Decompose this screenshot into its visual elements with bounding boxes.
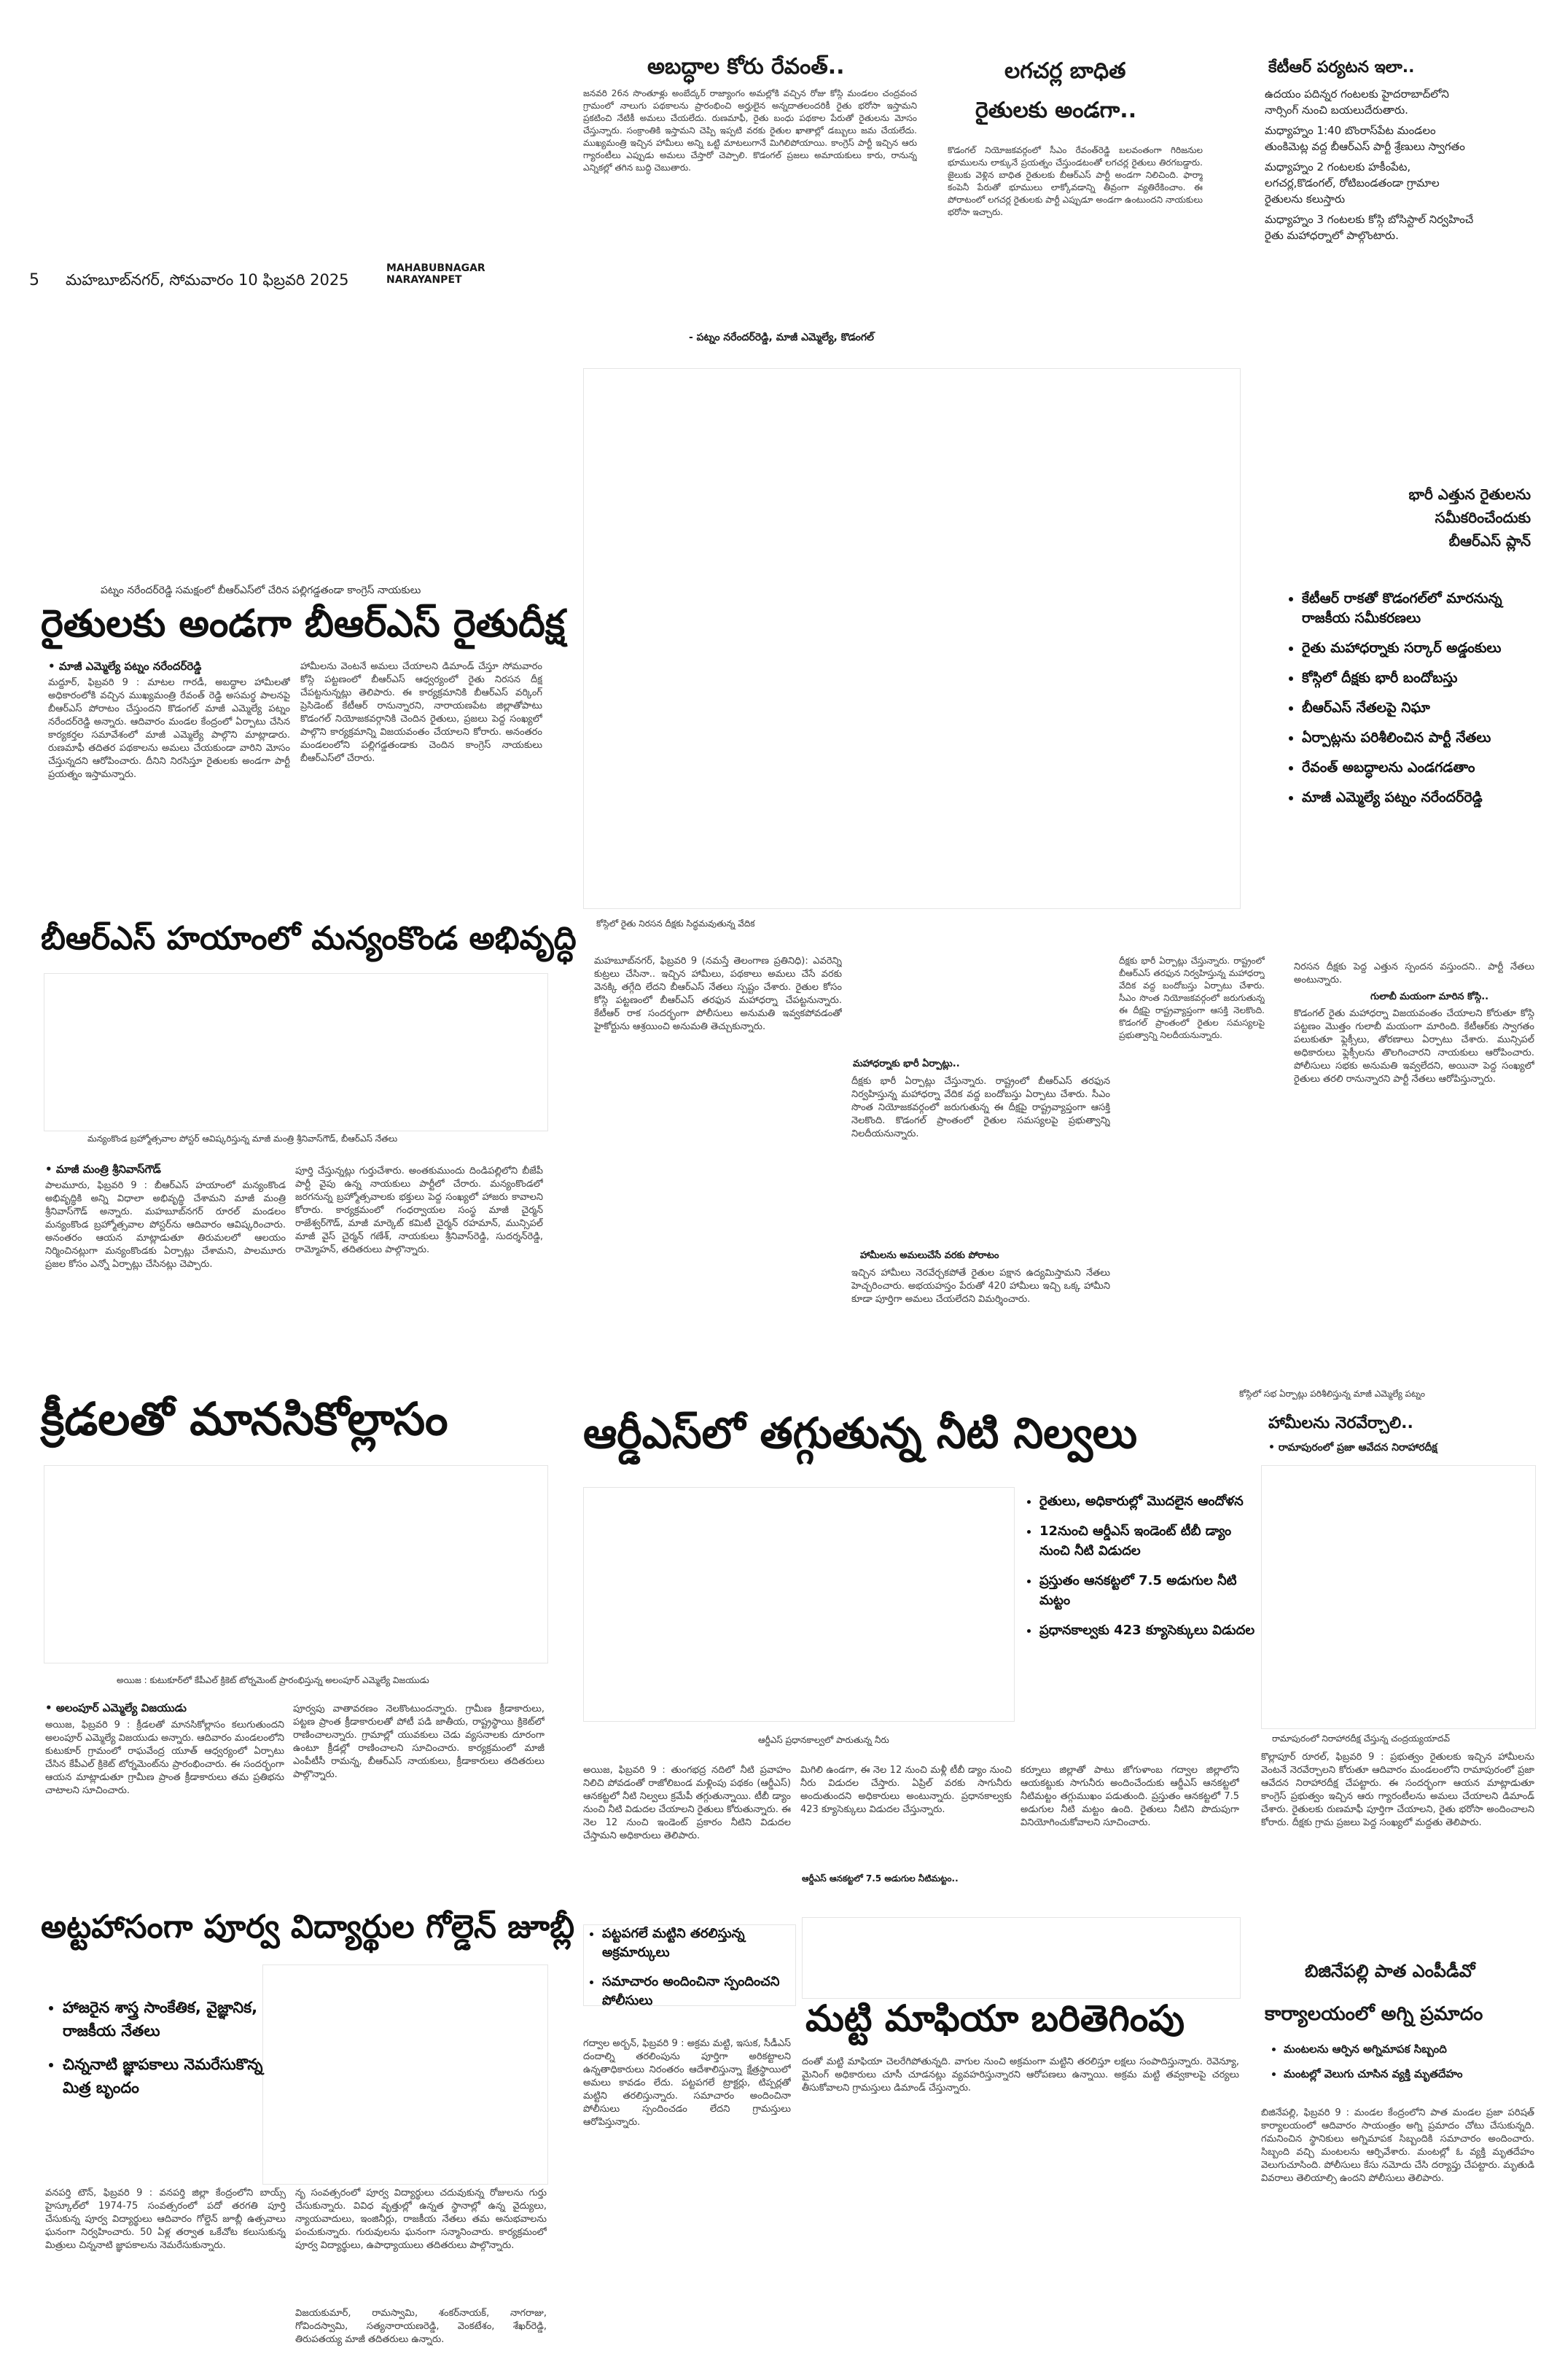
sports-headline: క్రీడలతో మానసికోల్లాసం bbox=[41, 1392, 448, 1445]
mahadharna-body-2: దీక్షకు భారీ ఏర్పాట్లు చేస్తున్నారు. రాష్ట్రంలో బీఆర్ఎస్ తరఫున నిర్వహిస్తున్న మహాధర్నా వేదిక వద్ద బందోబస్తు ఏర్పాటు చేశారు. సీఎం సొంత నియోజకవర్గంలో జరుగుతున్న ఈ దీక్షపై రాష్ట్రవ్యాప్తంగా ఆసక్తి నెలకొంది. కొడంగల్ ప్రాంతంలో రైతుల సమస్యలపై ప్రభుత్వాన్ని నిలదీయనున్నారు. bbox=[851, 1076, 1110, 1139]
sports-byline: • అలంపూర్ ఎమ్మెల్యే విజయుడు bbox=[45, 1701, 187, 1714]
mahadharna-body-continued: దీక్షకు భారీ ఏర్పాట్లు చేస్తున్నారు. రాష్ట్రంలో బీఆర్ఎస్ తరఫున నిర్వహిస్తున్న మహాధర్నా వేదిక వద్ద బందోబస్తు ఏర్పాటు చేశారు. సీఎం సొంత నియోజకవర్గంలో జరుగుతున్న ఈ దీక్షపై రాష్ట్రవ్యాప్తంగా ఆసక్తి నెలకొంది. కొడంగల్ ప్రాంతంలో రైతుల సమస్యలపై ప్రభుత్వాన్ని నిలదీయనున్నారు. bbox=[1119, 956, 1265, 1040]
plan-item: • రేవంత్ అబద్ధాలను ఎండగడతాం bbox=[1302, 758, 1550, 778]
rds-headline: ఆర్డీఎస్‌లో తగ్గుతున్న నీటి నిల్వలు bbox=[583, 1408, 1138, 1458]
nirahara-headline: హామీలను నెరవేర్చాలి.. bbox=[1268, 1414, 1413, 1432]
reunion-bullet: • చిన్ననాటి జ్ఞాపకాలు నెమరేసుకొన్న మిత్ర బృందం bbox=[63, 2053, 274, 2099]
manyamkonda-body-1: పాలమూరు, ఫిబ్రవరి 9 : బీఆర్ఎస్ హయాంలో మన్యంకొండ అభివృద్ధికి అన్ని విధాలా అభివృద్ధి చేశామని మాజీ మంత్రి శ్రీనివాస్‌గౌడ్ అన్నారు. మహబూబ్‌నగర్ రూరల్ మండలం మన్యంకొండ బ్రహ్మోత్సవాల పోస్టర్‌ను ఆదివారం ఆవిష్కరించారు. అనంతరం ఆయన మాట్లాడుతూ తిరుమలలో ఆలయం నిర్మించినట్లుగా మన్యంకొండకు ఏర్పాట్లు చేశామని, పాలమూరు ప్రజల కోసం ఎన్నో ఏర్పాట్లు చేసినట్లు చెప్పారు. bbox=[45, 1180, 286, 1270]
plan-item: • ఏర్పాట్లను పరిశీలించిన పార్టీ నేతలు bbox=[1302, 728, 1550, 748]
reunion-headline: అట్టహాసంగా పూర్వ విద్యార్థుల గోల్డెన్ జూబ్లీ bbox=[41, 1908, 575, 1946]
manyamkonda-byline: • మాజీ మంత్రి శ్రీనివాస్‌గౌడ్ bbox=[45, 1163, 161, 1176]
mafia-photo bbox=[802, 1917, 1241, 1999]
tour-item: ఉదయం పదిన్నర గంటలకు హైదరాబాద్‌లోని నార్సింగ్ నుంచి బయలుదేరుతారు. bbox=[1265, 87, 1449, 117]
sidebar-plan-intro: భారీ ఎత్తున రైతులను సమీకరించేందుకు బీఆర్ఎస్ ప్లాన్ bbox=[1408, 485, 1531, 550]
plan-item: • కోస్గిలో దీక్షకు భారీ బందోబస్తు bbox=[1302, 668, 1550, 688]
rds-subhead: ఆర్డీఎస్ ఆనకట్టలో 7.5 అడుగుల నీటిమట్టం.. bbox=[802, 1873, 959, 1884]
plan-item: • కేటీఆర్ రాకతో కొడంగల్‌లో మారనున్న రాజకీయ సమీకరణలు bbox=[1302, 589, 1550, 628]
nirahara-byline: • రామాపురంలో ప్రజా ఆవేదన నిరాహారదీక్ష bbox=[1268, 1442, 1437, 1454]
mahadharna-photo bbox=[583, 368, 1241, 909]
bullet-icon: • bbox=[45, 1163, 56, 1176]
fire-body: బిజినేపల్లి, ఫిబ్రవరి 9 : మండల కేంద్రంలోని పాత మండల ప్రజా పరిషత్ కార్యాలయంలో ఆదివారం సాయంత్రం అగ్ని ప్రమాదం చోటు చేసుకున్నది. గమనించిన స్థానికులు అగ్నిమాపక సిబ్బందికి సమాచారం అందించారు. సిబ్బంది వచ్చి మంటలను ఆర్పివేశారు. మంటల్లో ఓ వ్యక్తి మృతదేహం వెలుగుచూసింది. పోలీసులు కేసు నమోదు చేసి దర్యాప్తు చేపట్టారు. మృతుడి వివరాలు తెలియాల్సి ఉందని పోలీసులు తెలిపారు. bbox=[1261, 2107, 1534, 2184]
manyamkonda-photo bbox=[44, 973, 548, 1131]
fire-headline-1: బిజినేపల్లి పాత ఎంపీడీవో bbox=[1305, 1961, 1475, 1981]
reunion-bullets bbox=[44, 1996, 274, 2110]
top-story-1-body: జనవరి 26న సొంతూళ్లు అంబేద్కర్ రాజ్యాంగం అమల్లోకి వచ్చిన రోజు కోస్గి మండలం చంద్రవంచ గ్రామంలో నాలుగు పథకాలను ప్రారంభించి అర్హులైన అన్నదాతలందరికీ రైతు భరోసా ఇస్తామని ప్రకటించి నేటికీ అమలు చేయలేదు. రుణమాఫీ, రైతు బంధు పథకాల పేరుతో రైతులను మోసం చేస్తున్నారు. సంక్రాంతికి ఇస్తామని చెప్పి ఇప్పటి వరకు రైతుల ఖాతాల్లో డబ్బులు జమ చేయలేదు. ముఖ్యమంత్రి ఇచ్చిన హామీలు అన్ని ఒట్టి మాటలుగానే మిగిలిపోయాయి. కాంగ్రెస్ పార్టీ ఇచ్చిన ఆరు గ్యారంటీలు ఎప్పుడు అమలు చేస్తారో చెప్పాలి. కొడంగల్ ప్రజలు అమాయకులు కారు, రానున్న ఎన్నికల్లో తగిన బుద్ధి చెబుతారు. bbox=[583, 88, 917, 173]
rds-body-2: మిగిలి ఉండగా, ఈ నెల 12 నుంచి మళ్లీ టీబీ డ్యాం నుంచి నీరు విడుదల చేస్తారు. ఏప్రిల్ వరకు సాగునీరు అందుతుందని అధికారులు అంటున్నారు. ప్రధానకాల్వకు 423 క్యూసెక్కులు విడుదల చేస్తున్నారు. bbox=[800, 1765, 1012, 1815]
sports-body-1: అయిజ, ఫిబ్రవరి 9 : క్రీడలతో మానసికోల్లాసం కలుగుతుందని అలంపూర్ ఎమ్మెల్యే విజయుడు అన్నారు. ఆదివారం మండలంలోని కుటుకూర్ గ్రామంలో రాఘవేంద్ర యూత్ ఆధ్వర్యంలో ఏర్పాటు చేసిన కేపీఎల్ క్రికెట్ టోర్నమెంట్‌ను ప్రారంభించారు. ఈ సందర్భంగా ఆయన మాట్లాడుతూ గ్రామీణ ప్రాంత క్రీడాకారులు తమ ప్రతిభను చాటాలని సూచించారు. bbox=[45, 1720, 284, 1796]
mafia-body-1: గద్వాల అర్బన్, ఫిబ్రవరి 9 : అక్రమ మట్టి, ఇసుక, సీడీఎస్ దందాల్ని తరలింపును పూర్తిగా అరికట్టాలని ఉన్నతాధికారులు నిరంతరం ఆదేశాలిస్తున్నా క్షేత్రస్థాయిలో అమలు కావడం లేదు. పట్టపగలే ట్రాక్టర్లు, టిప్పర్లతో మట్టిని తరలిస్తున్నారు. సమాచారం అందించినా పోలీసులు స్పందించడం లేదని గ్రామస్తులు ఆరోపిస్తున్నారు. bbox=[583, 2038, 791, 2128]
mahadharna-caption: కోస్గిలో రైతు నిరసన దీక్షకు సిద్ధమవుతున్న వేదిక bbox=[596, 918, 755, 929]
top-story-2-headline-1: లగచర్ల బాధిత bbox=[1004, 58, 1126, 84]
mafia-headline: మట్టి మాఫియా బరితెగింపు bbox=[805, 1997, 1185, 2040]
sidebar-tour-headline: కేటీఆర్ పర్యటన ఇలా.. bbox=[1268, 58, 1415, 77]
nirahara-photo bbox=[1261, 1465, 1536, 1729]
sidebar-plan-subhead: గులాబీ మయంగా మారిన కోస్గి.. bbox=[1370, 991, 1489, 1002]
manyamkonda-headline: బీఆర్ఎస్ హయాంలో మన్యంకొండ అభివృద్ధి bbox=[41, 920, 577, 957]
main-story-headline: రైతులకు అండగా బీఆర్ఎస్ రైతుదీక్ష bbox=[41, 602, 565, 646]
rds-bullet: • ప్రధానకాల్వకు 423 క్యూసెక్కులు విడుదల bbox=[1039, 1620, 1265, 1640]
tour-item: మధ్యాహ్నం 3 గంటలకు కోస్గి బోసిస్టాల్ నిర్వహించే రైతు మహాధర్నాలో పాల్గొంటారు. bbox=[1265, 213, 1474, 242]
sports-body-2: పూర్వపు వాతావరణం నెలకొంటుందన్నారు. గ్రామీణ క్రీడాకారులు, పట్టణ ప్రాంత క్రీడాకారులతో పోటీ పడి జాతీయ, రాష్ట్రస్థాయి క్రికెట్‌లో రాణించాలన్నారు. గ్రామాల్లో యువకులు చెడు వ్యసనాలకు దూరంగా ఉంటూ క్రీడల్లో రాణించాలని సూచించారు. కార్యక్రమంలో మాజీ ఎంపీటీసీ రామన్న, బీఆర్ఎస్ నాయకులు, క్రీడాకారులు తదితరులు పాల్గొన్నారు. bbox=[293, 1704, 545, 1780]
plan-item: • మాజీ ఎమ్మెల్యే పట్నం నరేందర్‌రెడ్డి bbox=[1302, 788, 1550, 808]
dateline: మహబూబ్‌నగర్, సోమవారం 10 ఫిబ్రవరి 2025 bbox=[66, 271, 349, 289]
mafia-bullet: • పట్టపగలే మట్టిని తరలిస్తున్న అక్రమార్కులు bbox=[602, 1924, 813, 1962]
fire-bullets bbox=[1265, 2041, 1553, 2082]
sidebar-plan-subbody: కొడంగల్ రైతు మహాధర్నా విజయవంతం చేయాలని కోరుతూ కోస్గి పట్టణం మొత్తం గులాబీ మయంగా మారింది. కేటీఆర్‌కు స్వాగతం పలుకుతూ ఫ్లెక్సీలు, తోరణాలు ఏర్పాటు చేశారు. మున్సిపల్ అధికారులు ఫ్లెక్సీలను తొలగించారని నాయకులు ఆరోపించారు. పోలీసులు సభకు అనుమతి ఇవ్వలేదని, అయినా పెద్ద సంఖ్యలో రైతులు తరలి రానున్నారని పార్టీ నేతలు ఆరోపిస్తున్నారు. bbox=[1294, 1008, 1534, 1085]
sports-photo bbox=[44, 1465, 548, 1663]
fire-bullet: • మంటలను ఆర్పిన అగ్నిమాపక సిబ్బంది bbox=[1284, 2041, 1553, 2057]
bullet-icon: • bbox=[45, 1701, 56, 1714]
top-story-2-headline-2: రైతులకు అండగా.. bbox=[975, 98, 1137, 123]
reunion-body-3: విజయకుమార్, రామస్వామి, శంకర్‌నాయక్, నాగరాజు, గోవిందస్వామి, సత్యనారాయణరెడ్డి, వెంకటేశం, శేఖర్‌రెడ్డి, తిరుపతయ్య మాజీ తదితరులు ఉన్నారు. bbox=[295, 2308, 547, 2345]
rds-body-3: కర్నూలు జిల్లాతో పాటు జోగుళాంబ గద్వాల జిల్లాలోని ఆయకట్టుకు సాగునీరు అందించేందుకు ఆర్డీఎస్ ఆనకట్టలో నీటిమట్టం తగ్గుముఖం పడుతుంది. ప్రస్తుతం ఆనకట్టలో 7.5 అడుగుల నీటి మట్టం ఉంది. రైతులు నీటిని పొదుపుగా వినియోగించుకోవాలని సూచించారు. bbox=[1021, 1765, 1239, 1828]
bullet-icon: • bbox=[1268, 1442, 1279, 1454]
nirahara-body: కొల్లాపూర్ రూరల్, ఫిబ్రవరి 9 : ప్రభుత్వం రైతులకు ఇచ్చిన హామీలను వెంటనే నెరవేర్చాలని కోరుతూ ఆదివారం మండలంలోని రామాపురంలో ప్రజా ఆవేదన నిరాహారదీక్ష చేపట్టారు. ఈ సందర్భంగా ఆయన మాట్లాడుతూ కాంగ్రెస్ ప్రభుత్వం ఇచ్చిన ఆరు గ్యారంటీలను అమలు చేయాలని డిమాండ్ చేశారు. రైతులకు రుణమాఫీ పూర్తిగా చేయాలని, రైతు భరోసా అందించాలని కోరారు. దీక్షకు గ్రామ ప్రజలు పెద్ద సంఖ్యలో మద్దతు తెలిపారు. bbox=[1261, 1752, 1534, 1828]
manyamkonda-body-2: పూర్తి చేస్తున్నట్లు గుర్తుచేశారు. అంతకుముందు దిండిపల్లిలోని బీజేపీ పార్టీ వైపు ఉన్న నాయకులు పార్టీలో చేరారు. మన్యంకొండలో జరగనున్న బ్రహ్మోత్సవాలకు భక్తులు పెద్ద సంఖ్యలో హాజరు కావాలని కోరారు. కార్యక్రమంలో గంధర్వాయల సంస్థ మాజీ చైర్మన్ రాజేశ్వర్‌గౌడ్, మాజీ మార్కెట్ కమిటీ చైర్మన్ రహమాన్, మున్సిపల్ మాజీ వైస్ చైర్మన్ గణేశ్, నాయకులు శ్రీనివాస్‌రెడ్డి, సుదర్శన్‌రెడ్డి, రామ్మోహన్, తదితరులు పాల్గొన్నారు. bbox=[295, 1166, 543, 1255]
rds-body-1: అయిజ, ఫిబ్రవరి 9 : తుంగభద్ర నదిలో నీటి ప్రవాహం నిలిచి పోవడంతో రాజోలిబండ మళ్లింపు పథకం (ఆర్డీఎస్) ఆనకట్టలో నీటి నిల్వలు క్రమేపీ తగ్గుతున్నాయి. టీబీ డ్యాం నుంచి నీటి విడుదల చేయాలని రైతులు కోరుతున్నారు. ఈ నెల 12 నుంచి ఇండెంట్ ప్రకారం నీటిని విడుదల చేస్తామని అధికారులు తెలిపారు. bbox=[583, 1765, 791, 1841]
sports-caption: అయిజ : కుటుకూర్‌లో కేపీఎల్ క్రికెట్ టోర్నమెంట్ ప్రారంభిస్తున్న అలంపూర్ ఎమ్మెల్యే విజయుడు bbox=[117, 1675, 429, 1685]
rds-bullets bbox=[1021, 1491, 1265, 1650]
top-story-1-headline: అబద్ధాల కోరు రేవంత్.. bbox=[647, 54, 845, 79]
nirahara-caption: కోస్గిలో సభ ఏర్పాట్లు పరిశీలిస్తున్న మాజీ ఎమ్మెల్యే పట్నం bbox=[1239, 1389, 1425, 1399]
rds-bullet: • 12నుంచి ఆర్డీఎస్ ఇండెంట్ టీబీ డ్యాం నుంచి నీటి విడుదల bbox=[1039, 1521, 1265, 1561]
mahadharna-subhead-1: మహాధర్నాకు భారీ ఏర్పాట్లు.. bbox=[853, 1058, 960, 1069]
fire-bullet: • మంటల్లో వెలుగు చూసిన వ్యక్తి మృతదేహం bbox=[1284, 2066, 1553, 2082]
tour-item: మధ్యాహ్నం 2 గంటలకు హకీంపేట, లగచర్ల,కొడంగల్, రోటిబండతండా గ్రామాల రైతులను కలుస్తారు bbox=[1265, 160, 1440, 206]
manyamkonda-caption: మన్యంకొండ బ్రహ్మోత్సవాల పోస్టర్ ఆవిష్కరిస్తున్న మాజీ మంత్రి శ్రీనివాస్‌గౌడ్, బీఆర్ఎస్ నేతలు bbox=[87, 1134, 398, 1144]
reunion-body-2: నృ సంవత్సరంలో పూర్వ విద్యార్థులు చదువుకున్న రోజులను గుర్తు చేసుకున్నారు. వివిధ వృత్తుల్లో ఉన్నత స్థానాల్లో ఉన్న వైద్యులు, న్యాయవాదులు, ఇంజినీర్లు, రాజకీయ నేతలు తమ అనుభవాలను పంచుకున్నారు. గురువులను ఘనంగా సన్మానించారు. కార్యక్రమంలో పూర్వ విద్యార్థులు, ఉపాధ్యాయులు తదితరులు పాల్గొన్నారు. bbox=[295, 2188, 547, 2251]
sidebar-tour-list bbox=[1265, 86, 1476, 243]
page-number: 5 bbox=[29, 271, 39, 289]
rds-bullet: • ప్రస్తుతం ఆనకట్టలో 7.5 అడుగుల నీటి మట్టం bbox=[1039, 1571, 1265, 1610]
sidebar-plan-continued: నిరసన దీక్షకు పెద్ద ఎత్తున స్పందన వస్తుందని.. పార్టీ నేతలు అంటున్నారు. bbox=[1294, 961, 1534, 986]
main-story-kicker: పట్నం నరేందర్‌రెడ్డి సమక్షంలో బీఆర్ఎస్‌లో చేరిన పల్లిగడ్డతండా కాంగ్రెస్ నాయకులు bbox=[101, 585, 421, 596]
top-story-2-body: కొడంగల్ నియోజకవర్గంలో సీఎం రేవంత్‌రెడ్డి బలవంతంగా గిరిజనుల భూములను లాక్కునే ప్రయత్నం చేస్తుండటంతో లగచర్ల రైతులు తిరగబడ్డారు. జైలుకు వెళ్లిన బాధిత రైతులకు బీఆర్ఎస్ పార్టీ అండగా నిలిచింది. ఫార్మా కంపెనీ పేరుతో భూములు లాక్కోవడాన్ని తీవ్రంగా వ్యతిరేకించాం. ఈ పోరాటంలో లగచర్ల రైతులకు పార్టీ ఎప్పుడూ అండగా ఉంటుందని నాయకులు భరోసా ఇచ్చారు. bbox=[948, 145, 1203, 217]
mahadharna-body-1: మహబూబ్‌నగర్, ఫిబ్రవరి 9 (నమస్తే తెలంగాణ ప్రతినిధి): ఎవరెన్ని కుట్రలు చేసినా.. ఇచ్చిన హామీలు, పథకాలు అమలు చేసే వరకు వెనక్కి తగ్గేది లేదని బీఆర్ఎస్ నేతలు స్పష్టం చేశారు. రైతుల కోసం కోస్గి పట్టణంలో బీఆర్ఎస్ తరఫున మహాధర్నా చేపట్టనున్నారు. కేటీఆర్ రాక సందర్భంగా పోలీసులు అనుమతి ఇవ్వకపోవడంతో హైకోర్టును ఆశ్రయించి అనుమతి తెచ్చుకున్నారు. bbox=[594, 956, 842, 1032]
fire-headline-2: కార్యాలయంలో అగ్ని ప్రమాదం bbox=[1265, 2003, 1483, 2025]
bullet-icon: • bbox=[48, 660, 59, 673]
mahadharna-body-3: ఇచ్చిన హామీలు నెరవేర్చకపోతే రైతుల పక్షాన ఉద్యమిస్తామని నేతలు హెచ్చరించారు. అభయహస్తం పేరుతో 420 హామీలు ఇచ్చి ఒక్క హామీని కూడా పూర్తిగా అమలు చేయలేదని విమర్శించారు. bbox=[851, 1268, 1110, 1305]
main-story-byline: • మాజీ ఎమ్మెల్యే పట్నం నరేందర్‌రెడ్డి bbox=[48, 660, 202, 673]
rds-photo bbox=[583, 1487, 1015, 1722]
mafia-body-2: దంతో మట్టి మాఫియా చెలరేగిపోతున్నది. వాగుల నుంచి అక్రమంగా మట్టిని తరలిస్తూ లక్షలు సంపాదిస్తున్నారు. రెవెన్యూ, మైనింగ్ అధికారులు చూసీ చూడనట్లు వ్యవహరిస్తున్నారని ఆరోపణలు ఉన్నాయి. అక్రమ మట్టి తవ్వకాలపై చర్యలు తీసుకోవాలని గ్రామస్తులు డిమాండ్ చేస్తున్నారు. bbox=[802, 2056, 1239, 2094]
reunion-body-1: వనపర్తి టౌన్, ఫిబ్రవరి 9 : వనపర్తి జిల్లా కేంద్రంలోని బాయ్స్ హైస్కూల్‌లో 1974-75 సంవత్సరంలో పదో తరగతి పూర్తి చేసుకున్న పూర్వ విద్యార్థులు ఆదివారం గోల్డెన్ జూబ్లీ ఉత్సవాలు ఘనంగా నిర్వహించారు. 50 ఏళ్ల తర్వాత ఒకేచోట కలుసుకున్న మిత్రులు చిన్ననాటి జ్ఞాపకాలను నెమరేసుకున్నారు. bbox=[45, 2188, 286, 2251]
sidebar-plan-list bbox=[1283, 589, 1550, 818]
plan-item: • రైతు మహాధర్నాకు సర్కార్ అడ్డంకులు bbox=[1302, 639, 1550, 658]
reunion-photo bbox=[262, 1965, 548, 2185]
edition-label: MAHABUBNAGAR NARAYANPET bbox=[386, 262, 485, 286]
mafia-bullets bbox=[583, 1924, 813, 2021]
main-story-body-2: హామీలను వెంటనే అమలు చేయాలని డిమాండ్ చేస్తూ సోమవారం కోస్గి పట్టణంలో బీఆర్ఎస్ ఆధ్వర్యంలో రైతు నిరసన దీక్ష చేపట్టనున్నట్లు తెలిపారు. ఈ కార్యక్రమానికి బీఆర్ఎస్ వర్కింగ్ ప్రెసిడెంట్ కేటీఆర్ రానున్నారని, నారాయణపేట జిల్లాతోపాటు కొడంగల్ నియోజకవర్గానికి చెందిన రైతులు, ప్రజలు పెద్ద సంఖ్యలో పాల్గొని కార్యక్రమాన్ని విజయవంతం చేయాలని కోరారు. అనంతరం మండలంలోని పల్లిగడ్డతండాకు చెందిన కాంగ్రెస్ నాయకులు బీఆర్ఎస్‌లో చేరారు. bbox=[300, 661, 542, 764]
plan-item: • బీఆర్ఎస్ నేతలపై నిఘా bbox=[1302, 698, 1550, 718]
rds-bullet: • రైతులు, అధికారుల్లో మొదలైన ఆందోళన bbox=[1039, 1491, 1265, 1511]
reunion-bullet: • హాజరైన శాస్త్ర సాంకేతిక, వైజ్ఞానిక, రాజకీయ నేతలు bbox=[63, 1996, 274, 2042]
main-story-body-1: మద్దూర్, ఫిబ్రవరి 9 : మాటల గారడీ, అబద్ధాల హామీలతో అధికారంలోకి వచ్చిన ముఖ్యమంత్రి రేవంత్ రెడ్డి అసమర్థ పాలనపై బీఆర్ఎస్ పోరాటం చేస్తుందని కొడంగల్ మాజీ ఎమ్మెల్యే పట్నం నరేందర్‌రెడ్డి అన్నారు. ఆదివారం మండల కేంద్రంలో ఏర్పాటు చేసిన కార్యకర్తల సమావేశంలో మాజీ ఎమ్మెల్యే పాల్గొని మాట్లాడారు. రుణమాఫీ తదితర పథకాలను అమలు చేయకుండా వారిని మోసం చేస్తున్నదని ఆరోపించారు. దీనిని నిరసిస్తూ రైతులకు అండగా పార్టీ ప్రయత్నం ఇస్తామన్నారు. bbox=[48, 677, 290, 780]
rds-caption: ఆర్డీఎస్ ప్రధానకాల్వలో పారుతున్న నీరు bbox=[758, 1735, 889, 1745]
mafia-bullet: • సమాచారం అందించినా స్పందించని పోలీసులు bbox=[602, 1973, 813, 2010]
mahadharna-subhead-2: హామీలను అమలుచేసే వరకు పోరాటం bbox=[860, 1250, 999, 1261]
nirahara-photo-caption: రామాపురంలో నిరాహారదీక్ష చేస్తున్న చంద్రయ్యయాదవ్ bbox=[1272, 1733, 1451, 1744]
tour-item: మధ్యాహ్నం 1:40 బొంరాస్‌పేట మండలం తుంకిమెట్ల వద్ద బీఆర్ఎస్ పార్టీ శ్రేణులు స్వాగతం bbox=[1265, 124, 1465, 153]
top-story-1-byline: - పట్నం నరేందర్‌రెడ్డి, మాజీ ఎమ్మెల్యే, కొడంగల్ bbox=[689, 332, 874, 343]
